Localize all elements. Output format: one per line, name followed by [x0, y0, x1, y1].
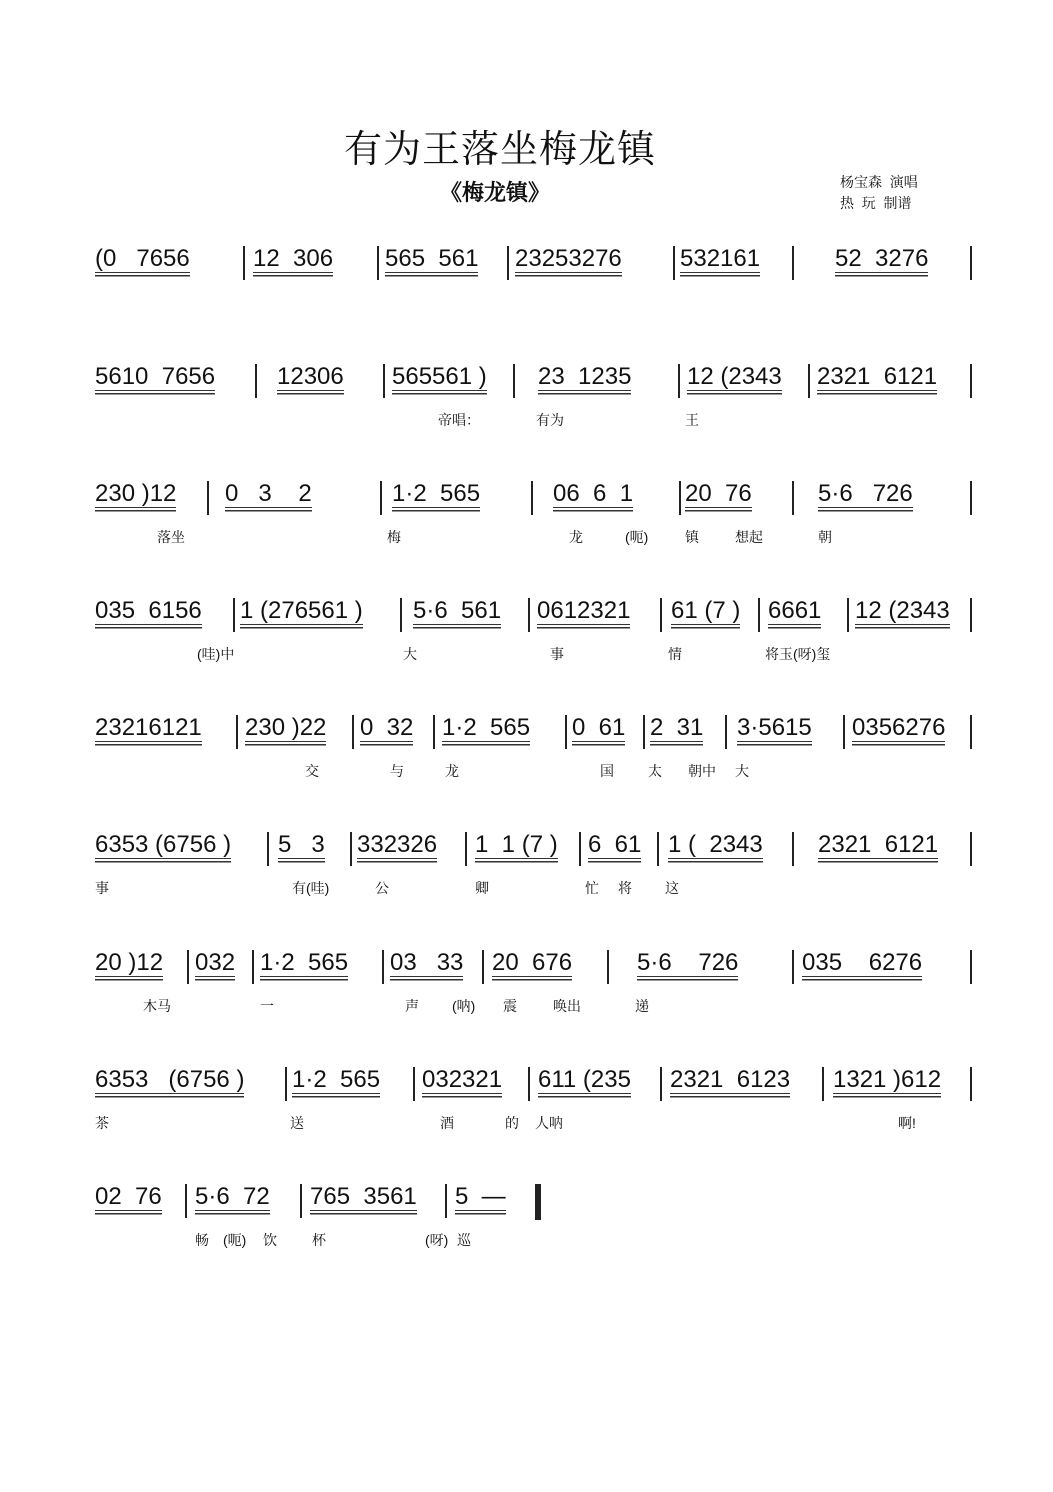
measure: 1 ( 2343	[668, 831, 763, 858]
measure: 03 33	[390, 949, 464, 976]
measure: 1·2 565	[442, 714, 531, 741]
barline	[725, 715, 727, 749]
barline	[252, 950, 254, 984]
barline	[657, 832, 659, 866]
barline	[970, 364, 972, 398]
barline	[400, 598, 402, 632]
measure: 5·6 726	[818, 480, 913, 507]
lyric: 唤出	[553, 998, 581, 1014]
lyric: 交	[305, 763, 319, 779]
barline	[822, 1067, 824, 1101]
barline	[679, 481, 681, 515]
measure: 230 )22	[245, 714, 327, 741]
score-line	[95, 711, 975, 751]
lyric: 国	[600, 763, 614, 779]
barline	[482, 950, 484, 984]
lyrics-line	[95, 527, 975, 547]
barline	[383, 364, 385, 398]
measure: 6353 (6756 )	[95, 1066, 245, 1093]
score-line	[95, 1063, 975, 1103]
lyric: 杯	[312, 1232, 326, 1248]
barline	[350, 832, 352, 866]
opera-name: 《梅龙镇》	[440, 180, 551, 206]
barline	[792, 950, 794, 984]
lyrics-line	[95, 410, 975, 430]
barline	[528, 598, 530, 632]
barline	[970, 246, 972, 280]
barline	[413, 1067, 415, 1101]
barline	[792, 832, 794, 866]
lyric: 巡	[457, 1232, 471, 1248]
measure: 6353 (6756 )	[95, 831, 232, 858]
lyric: 镇	[685, 529, 699, 545]
measure: 0612321	[537, 597, 631, 624]
lyric: 忙	[585, 880, 599, 896]
lyric: 畅	[195, 1232, 209, 1248]
lyric: 大	[735, 763, 749, 779]
performer-credit: 杨宝森 演唱	[840, 174, 918, 190]
measure: 032	[195, 949, 236, 976]
measure: 23216121	[95, 714, 202, 741]
lyric: 卿	[475, 880, 489, 896]
measure: 5610 7656	[95, 363, 216, 390]
lyric: 太	[648, 763, 662, 779]
barline	[843, 715, 845, 749]
measure: 23 1235	[538, 363, 632, 390]
measure: 6661	[768, 597, 822, 624]
barline	[445, 1184, 447, 1218]
barline	[970, 950, 972, 984]
lyric: 一	[260, 998, 274, 1014]
measure: (0 7656	[95, 245, 190, 272]
barline	[380, 481, 382, 515]
measure: 3·5615	[737, 714, 812, 741]
lyric: 啊!	[898, 1115, 916, 1131]
barline	[758, 598, 760, 632]
barline	[579, 832, 581, 866]
lyric: 递	[635, 998, 649, 1014]
barline	[847, 598, 849, 632]
measure: 12306	[277, 363, 344, 390]
barline	[185, 1184, 187, 1218]
barline	[660, 598, 662, 632]
measure: 611 (235	[538, 1066, 631, 1093]
barline	[970, 598, 972, 632]
barline	[382, 950, 384, 984]
measure: 1·2 565	[392, 480, 481, 507]
barline	[352, 715, 354, 749]
lyric: 送	[290, 1115, 304, 1131]
lyric: (呃)	[625, 529, 649, 545]
measure: 0 32	[360, 714, 414, 741]
barline	[792, 246, 794, 280]
score-line	[95, 242, 975, 282]
lyric: 情	[668, 646, 682, 662]
measure: 0 3 2	[225, 480, 312, 507]
measure: 23253276	[515, 245, 622, 272]
measure: 5 —	[455, 1183, 506, 1210]
barline	[678, 364, 680, 398]
lyric: 帝唱：	[438, 412, 480, 428]
lyric: 朝	[818, 529, 832, 545]
lyrics-line	[95, 1230, 975, 1250]
lyric: 龙	[569, 529, 583, 545]
measure: 20 )12	[95, 949, 164, 976]
barline	[607, 950, 609, 984]
barline	[465, 832, 467, 866]
barline	[507, 246, 509, 280]
measure: 5·6 72	[195, 1183, 270, 1210]
measure: 5·6 561	[413, 597, 502, 624]
measure: 12 306	[253, 245, 334, 272]
lyrics-line	[95, 644, 975, 664]
measure: 2321 6121	[818, 831, 939, 858]
measure: 20 676	[492, 949, 573, 976]
measure: 230 )12	[95, 480, 177, 507]
lyric: 茶	[95, 1115, 109, 1131]
barline	[187, 950, 189, 984]
score-line	[95, 477, 975, 517]
score-line	[95, 594, 975, 634]
lyric: 人呐	[535, 1115, 563, 1131]
barline	[513, 364, 515, 398]
measure: 6 61	[588, 831, 642, 858]
barline	[243, 246, 245, 280]
measure: 52 3276	[835, 245, 929, 272]
barline	[255, 364, 257, 398]
lyric: 震	[503, 998, 517, 1014]
lyric: 公	[375, 880, 389, 896]
measure: 2321 6123	[670, 1066, 791, 1093]
lyric: 梅	[387, 529, 401, 545]
barline	[660, 1067, 662, 1101]
measure: 332326	[357, 831, 438, 858]
lyric: 与	[390, 763, 404, 779]
measure: 1 (276561 )	[240, 597, 363, 624]
barline	[377, 246, 379, 280]
measure: 12 (2343	[855, 597, 950, 624]
barline	[233, 598, 235, 632]
lyrics-line	[95, 996, 975, 1016]
measure: 12 (2343	[687, 363, 782, 390]
barline	[792, 481, 794, 515]
lyric: 事	[95, 880, 109, 896]
barline	[808, 364, 810, 398]
measure: 032321	[422, 1066, 503, 1093]
barline	[531, 481, 533, 515]
barline	[970, 715, 972, 749]
lyrics-line	[95, 878, 975, 898]
lyrics-line	[95, 1113, 975, 1133]
lyric: 龙	[445, 763, 459, 779]
lyric: 木马	[143, 998, 171, 1014]
lyric: 的	[505, 1115, 519, 1131]
barline	[267, 832, 269, 866]
measure: 1 1 (7 )	[475, 831, 558, 858]
lyric: 落坐	[157, 529, 185, 545]
barline	[207, 481, 209, 515]
measure: 565561 )	[392, 363, 487, 390]
lyric: 想起	[735, 529, 763, 545]
barline	[970, 832, 972, 866]
measure: 1·2 565	[292, 1066, 381, 1093]
lyric: (呐)	[452, 998, 476, 1014]
lyric: 朝中	[688, 763, 716, 779]
measure: 02 76	[95, 1183, 162, 1210]
lyric: (哇)中	[197, 646, 235, 662]
measure: 2321 6121	[817, 363, 938, 390]
measure: 532161	[680, 245, 761, 272]
lyric: (呃)	[223, 1232, 247, 1248]
measure: 20 76	[685, 480, 752, 507]
measure: 61 (7 )	[671, 597, 741, 624]
measure: 0356276	[852, 714, 946, 741]
score-line	[95, 1180, 975, 1220]
lyric: 大	[403, 646, 417, 662]
measure: 1321 )612	[833, 1066, 942, 1093]
measure: 5 3	[278, 831, 325, 858]
lyric: 将玉(呀)玺	[765, 646, 831, 662]
final-barline	[535, 1184, 541, 1220]
lyric: 有为	[536, 412, 564, 428]
measure: 0 61	[572, 714, 626, 741]
barline	[673, 246, 675, 280]
lyrics-line	[95, 292, 975, 312]
measure: 035 6156	[95, 597, 202, 624]
barline	[970, 481, 972, 515]
measure: 565 561	[385, 245, 479, 272]
score-line	[95, 946, 975, 986]
barline	[565, 715, 567, 749]
score-line	[95, 360, 975, 400]
lyric: (呀)	[425, 1232, 449, 1248]
score-line	[95, 828, 975, 868]
barline	[643, 715, 645, 749]
lyric: 有(哇)	[292, 880, 330, 896]
lyric: 事	[550, 646, 564, 662]
transcriber-credit: 热 玩 制谱	[840, 195, 912, 211]
barline	[433, 715, 435, 749]
barline	[236, 715, 238, 749]
barline	[300, 1184, 302, 1218]
measure: 1·2 565	[260, 949, 349, 976]
barline	[970, 1067, 972, 1101]
credits	[840, 172, 918, 214]
barline	[285, 1067, 287, 1101]
measure: 06 6 1	[553, 480, 634, 507]
lyric: 王	[685, 412, 699, 428]
measure: 035 6276	[802, 949, 923, 976]
lyric: 声	[405, 998, 419, 1014]
measure: 5·6 726	[637, 949, 739, 976]
lyric: 饮	[263, 1232, 277, 1248]
measure: 2 31	[650, 714, 704, 741]
lyrics-line	[95, 761, 975, 781]
lyric: 这	[665, 880, 679, 896]
measure: 765 3561	[310, 1183, 417, 1210]
score-title: 有为王落坐梅龙镇	[343, 127, 656, 171]
lyric: 将	[618, 880, 632, 896]
barline	[528, 1067, 530, 1101]
lyric: 酒	[440, 1115, 454, 1131]
